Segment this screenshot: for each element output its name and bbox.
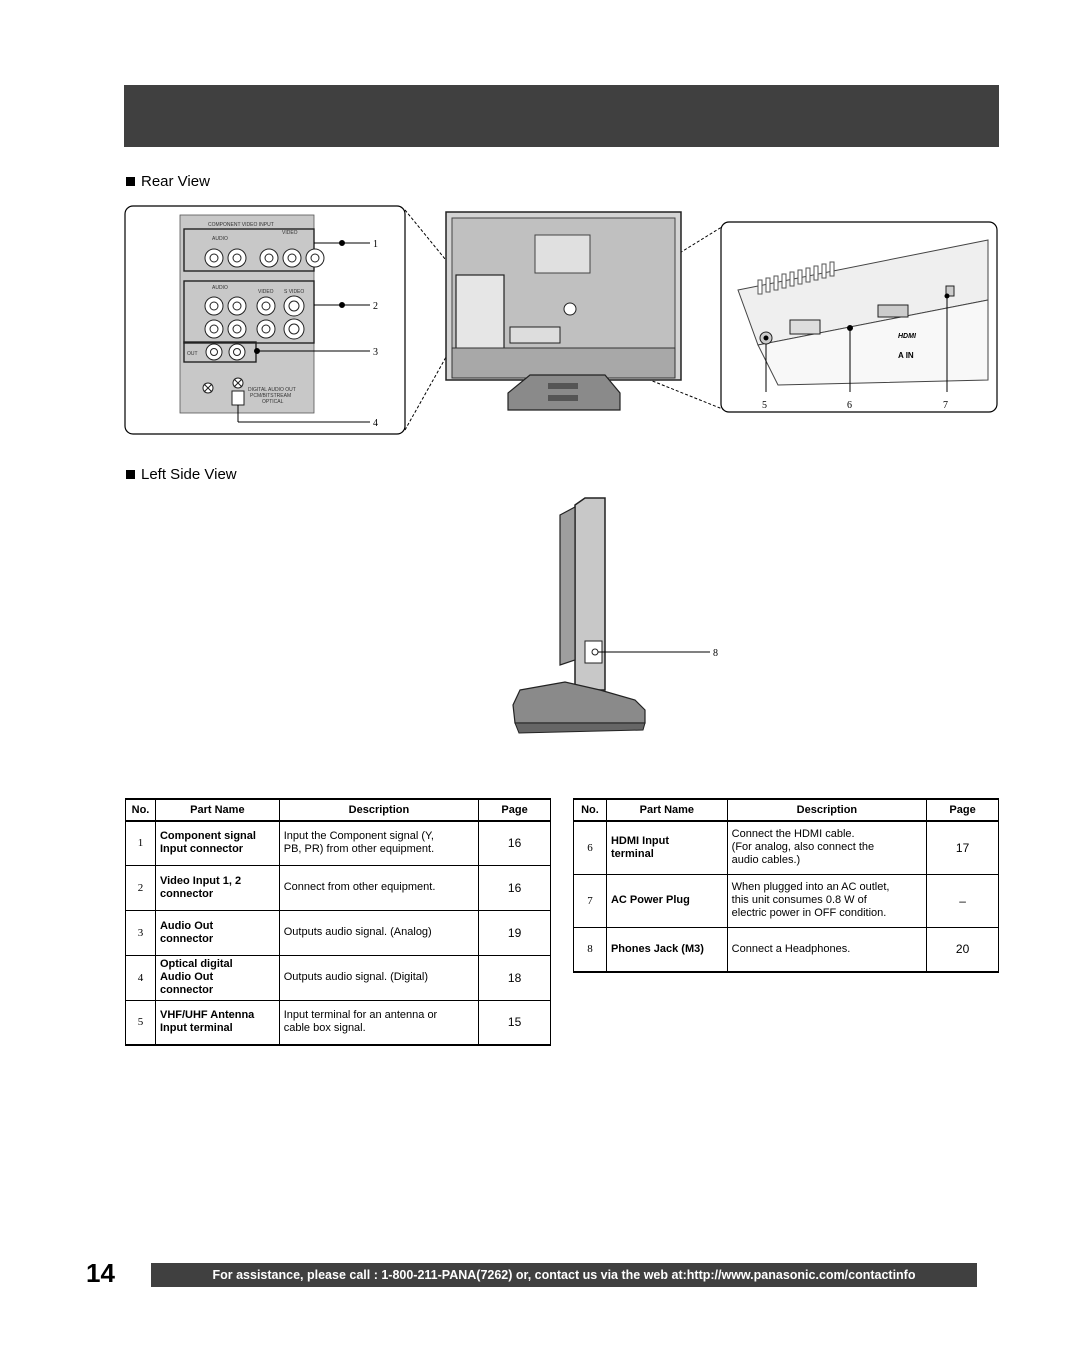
col-part-name: Part Name	[606, 799, 727, 821]
page-number: 14	[86, 1258, 115, 1288]
rear-view-heading	[126, 173, 210, 190]
cell-part-name: Audio Out connector	[155, 910, 279, 955]
cell-description: Connect the HDMI cable. (For analog, also connect the audio cables.)	[727, 821, 926, 874]
col-description: Description	[279, 799, 478, 821]
cell-part-name: Video Input 1, 2 connector	[155, 865, 279, 910]
cell-description: Input terminal for an antenna or cable box signal.	[279, 1000, 478, 1045]
bullet-square-icon	[126, 470, 135, 479]
callout-8: 8	[713, 648, 718, 659]
bullet-square-icon	[126, 177, 135, 186]
cell-part-name: Component signal Input connector	[155, 821, 279, 865]
out-label: OUT	[187, 351, 198, 357]
cell-page: 16	[479, 821, 551, 865]
cell-description: Connect a Headphones.	[727, 927, 926, 972]
col-page: Page	[479, 799, 551, 821]
cell-page: 17	[927, 821, 999, 874]
cell-description: Input the Component signal (Y, PB, PR) from other equipment.	[279, 821, 478, 865]
header-bar	[124, 85, 999, 147]
callout-5: 5	[762, 400, 767, 411]
cell-no: 4	[126, 955, 156, 1000]
cell-no: 1	[126, 821, 156, 865]
digital-audio-out-label: DIGITAL AUDIO OUT	[248, 387, 296, 393]
table-row	[574, 821, 999, 874]
cell-no: 5	[126, 1000, 156, 1045]
table-header-row	[126, 799, 551, 821]
callout-1: 1	[373, 239, 378, 250]
cell-no: 6	[574, 821, 607, 874]
component-video-input-label: COMPONENT VIDEO INPUT	[208, 222, 274, 228]
video-label-1: VIDEO	[282, 230, 298, 236]
svideo-label: S VIDEO	[284, 289, 305, 295]
cell-page: 19	[479, 910, 551, 955]
cell-part-name: HDMI Input terminal	[606, 821, 727, 874]
optical-port	[232, 391, 244, 405]
audio-label-1: AUDIO	[212, 236, 228, 242]
col-part-name: Part Name	[155, 799, 279, 821]
video-label-2: VIDEO	[258, 289, 274, 295]
parts-table-left	[125, 798, 551, 1046]
cell-page: 20	[927, 927, 999, 972]
cell-page: 18	[479, 955, 551, 1000]
callout-7: 7	[943, 400, 948, 411]
phones-jack	[592, 649, 598, 655]
callout-4: 4	[373, 418, 378, 429]
assistance-text: For assistance, please call : 1-800-211-PANA(7262) or, contact us via the web at:http://www.panasonic.com/contactinfo	[212, 1268, 916, 1282]
cell-part-name: VHF/UHF Antenna Input terminal	[155, 1000, 279, 1045]
col-description: Description	[727, 799, 926, 821]
left-side-view-heading	[126, 466, 237, 483]
optical-label: OPTICAL	[262, 399, 284, 405]
cell-description: Outputs audio signal. (Analog)	[279, 910, 478, 955]
table-row	[126, 865, 551, 910]
left-side-view-title: Left Side View	[141, 466, 237, 483]
table-row	[574, 874, 999, 927]
callout-2: 2	[373, 301, 378, 312]
hdmi-logo: HDMI	[898, 333, 916, 340]
col-no: No.	[574, 799, 607, 821]
cell-description: Outputs audio signal. (Digital)	[279, 955, 478, 1000]
cell-description: Connect from other equipment.	[279, 865, 478, 910]
cell-part-name: AC Power Plug	[606, 874, 727, 927]
cell-description: When plugged into an AC outlet, this unit consumes 0.8 W of electric power in OFF condition.	[727, 874, 926, 927]
cell-page: 16	[479, 865, 551, 910]
hdmi-in-label: A IN	[898, 351, 914, 360]
tv-rear-view-diagram	[400, 205, 730, 420]
callout-6: 6	[847, 400, 852, 411]
table-row	[126, 821, 551, 865]
cell-page: 15	[479, 1000, 551, 1045]
callout-3: 3	[373, 347, 378, 358]
rear-view-title: Rear View	[141, 173, 210, 190]
table-header-row	[574, 799, 999, 821]
cell-no: 7	[574, 874, 607, 927]
audio-label-2: AUDIO	[212, 285, 228, 291]
table-row	[126, 1000, 551, 1045]
assistance-footer	[151, 1263, 977, 1287]
table-row	[126, 910, 551, 955]
col-no: No.	[126, 799, 156, 821]
table-row	[126, 955, 551, 1000]
cell-part-name: Phones Jack (M3)	[606, 927, 727, 972]
hdmi-port	[790, 320, 820, 334]
col-page: Page	[927, 799, 999, 821]
bottom-terminal-diagram	[718, 220, 1000, 415]
cell-no: 2	[126, 865, 156, 910]
tv-left-side-diagram	[505, 495, 730, 740]
cell-no: 3	[126, 910, 156, 955]
rear-jack-panel-diagram	[124, 205, 409, 437]
cell-page: –	[927, 874, 999, 927]
parts-table-right	[573, 798, 999, 973]
cell-part-name: Optical digital Audio Out connector	[155, 955, 279, 1000]
cell-no: 8	[574, 927, 607, 972]
table-row	[574, 927, 999, 972]
pcm-bitstream-label: PCM/BITSTREAM	[250, 393, 292, 399]
